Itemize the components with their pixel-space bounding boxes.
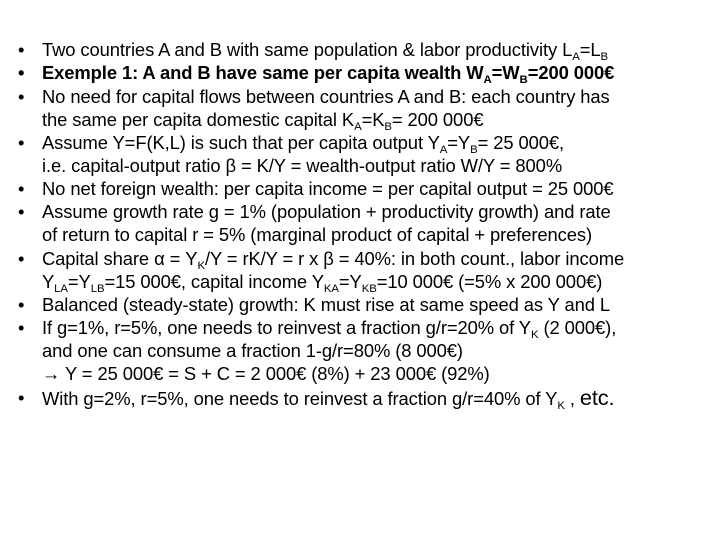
subscript: K xyxy=(557,399,565,412)
text-segment: =W xyxy=(491,62,520,84)
subscript: A xyxy=(572,50,580,63)
text-segment: =15 000€, capital income Y xyxy=(104,270,324,292)
bullet-line xyxy=(42,61,716,87)
text-segment: =L xyxy=(579,39,601,60)
text-segment: Exemple 1: A and B have same per capita wealth W xyxy=(42,62,484,84)
subscript: KB xyxy=(361,282,377,295)
bullet-icon: • xyxy=(18,294,25,316)
bullet-item xyxy=(18,177,716,200)
bullet-icon: • xyxy=(18,386,25,408)
bullet-item xyxy=(18,131,716,177)
text-segment: = 200 000€ xyxy=(391,108,484,130)
bullet-line xyxy=(42,247,716,270)
bullet-icon: • xyxy=(18,85,25,107)
text-segment: Assume growth rate g = 1% (population + productivity growth) and rate xyxy=(42,201,611,223)
text-segment: =200 000€ xyxy=(527,62,615,84)
bullet-item xyxy=(18,200,716,246)
bullet-item xyxy=(18,386,716,410)
text-segment: No net foreign wealth: per capita income = per capital output = 25 000€ xyxy=(42,178,614,200)
bullet-line xyxy=(42,316,716,342)
bullet-line xyxy=(42,270,716,293)
bullet-list xyxy=(18,38,716,410)
text-segment: the same per capita domestic capital K xyxy=(42,108,355,130)
etc-text: etc. xyxy=(579,384,615,410)
bullet-line xyxy=(42,85,716,108)
text-segment: and one can consume a fraction 1-g/r=80% (8 000€) xyxy=(42,340,463,362)
text-segment: → Y = 25 000€ = S + C = 2 000€ (8%) + 23 000€ (92%) xyxy=(42,363,490,385)
text-segment: =10 000€ (=5% x 200 000€) xyxy=(376,270,603,292)
text-segment: (2 000€), xyxy=(538,317,617,339)
subscript: B xyxy=(519,74,528,87)
bullet-icon: • xyxy=(18,39,25,60)
text-segment: =Y xyxy=(338,270,362,292)
bullet-item xyxy=(18,85,716,131)
text-segment: =Y xyxy=(67,270,91,292)
bullet-icon: • xyxy=(18,178,25,200)
text-segment: Two countries A and B with same population & labor productivity L xyxy=(42,39,573,60)
bullet-line xyxy=(42,177,716,200)
bullet-icon: • xyxy=(18,62,25,84)
text-segment: = 25 000€, xyxy=(477,131,565,153)
text-segment: Assume Y=F(K,L) is such that per capita output Y xyxy=(42,131,440,153)
text-segment: of return to capital r = 5% (marginal product of capital + preferences) xyxy=(42,224,593,246)
bullet-line xyxy=(42,108,716,131)
text-segment: =Y xyxy=(447,131,471,153)
text-segment: Y xyxy=(42,270,55,292)
text-segment: If g=1%, r=5%, one needs to reinvest a fraction g/r=20% of Y xyxy=(42,317,531,339)
bullet-line xyxy=(42,223,716,246)
bullet-item xyxy=(18,316,716,385)
bullet-item xyxy=(18,293,716,316)
bullet-icon: • xyxy=(18,131,25,153)
subscript: B xyxy=(470,143,478,156)
subscript: B xyxy=(384,120,392,133)
bullet-line xyxy=(42,386,716,410)
bullet-icon: • xyxy=(18,247,25,269)
text-segment: No need for capital flows between countries A and B: each country has xyxy=(42,85,610,107)
bullet-icon: • xyxy=(18,201,25,223)
bullet-item xyxy=(18,38,716,61)
subscript: KA xyxy=(323,282,339,295)
subscript: K xyxy=(197,259,205,272)
bullet-icon: • xyxy=(18,317,25,339)
bullet-line xyxy=(42,154,716,177)
subscript: B xyxy=(600,50,608,63)
text-segment: Balanced (steady-state) growth: K must rise at same speed as Y and L xyxy=(42,294,611,316)
text-segment: /Y = rK/Y = r x β = 40%: in both count., labor income xyxy=(204,247,625,269)
text-segment: i.e. capital-output ratio β = K/Y = wealth-output ratio W/Y = 800% xyxy=(42,154,563,176)
subscript: LB xyxy=(90,282,105,295)
bullet-line xyxy=(42,38,716,61)
subscript: A xyxy=(439,143,448,156)
text-segment: , xyxy=(564,387,580,409)
bullet-line xyxy=(42,131,716,154)
subscript: K xyxy=(530,329,539,342)
text-segment: =K xyxy=(361,108,385,130)
bullet-line xyxy=(42,200,716,223)
text-segment: With g=2%, r=5%, one needs to reinvest a fraction g/r=40% of Y xyxy=(42,387,558,409)
bullet-line xyxy=(42,362,716,385)
bullet-item xyxy=(18,61,716,87)
subscript: LA xyxy=(54,282,68,295)
bullet-item xyxy=(18,247,716,293)
text-segment: Capital share α = Y xyxy=(42,247,198,269)
bullet-line xyxy=(42,293,716,316)
subscript: A xyxy=(483,74,492,87)
subscript: A xyxy=(354,120,362,133)
bullet-line xyxy=(42,339,716,362)
